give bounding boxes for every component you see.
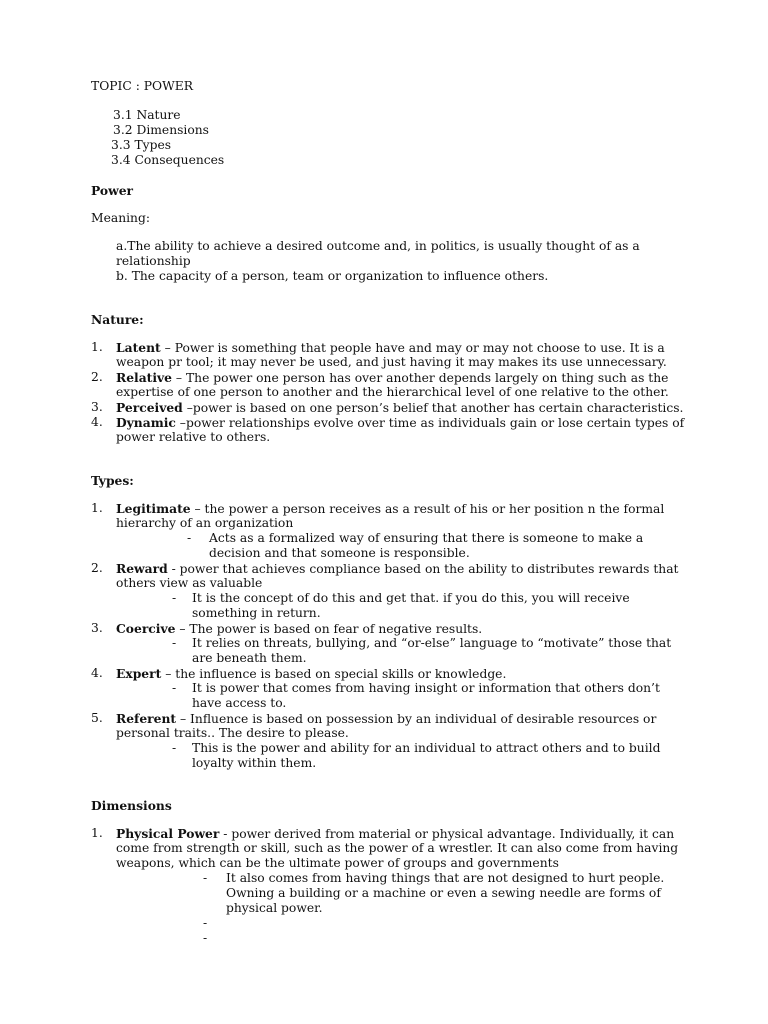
- dimensions-item-physical-cont2: weapons, which can be the ultimate power of groups and governments: [116, 856, 559, 870]
- empty-sub-bullet: -: [203, 916, 208, 930]
- types-number: 4.: [91, 666, 103, 680]
- dimensions-heading: Dimensions: [91, 798, 172, 813]
- sub-bullet-dash: -: [187, 531, 192, 545]
- nature-number: 3.: [91, 400, 103, 414]
- types-legitimate-sub2: decision and that someone is responsible.: [209, 546, 470, 560]
- topic-title: TOPIC : POWER: [91, 79, 194, 93]
- meaning-a-line1: a.The ability to achieve a desired outcome and, in politics, is usually thought of as a: [116, 239, 640, 253]
- types-item-reward-cont: others view as valuable: [116, 576, 263, 590]
- dimensions-number: 1.: [91, 826, 103, 840]
- types-reward-sub2: something in return.: [192, 606, 321, 620]
- nature-item-relative-cont: expertise of one person to another and the hierarchical level of one relative to the other.: [116, 385, 669, 399]
- sub-bullet-dash: -: [172, 636, 177, 650]
- nature-heading: Nature:: [91, 312, 144, 327]
- nature-item-dynamic: Dynamic –power relationships evolve over time as individuals gain or lose certain types of: [116, 415, 685, 430]
- meaning-label: Meaning:: [91, 211, 150, 225]
- types-coercive-sub2: are beneath them.: [192, 651, 307, 665]
- empty-sub-bullet: -: [203, 931, 208, 945]
- outline-item-dimensions: 3.2 Dimensions: [113, 123, 209, 137]
- types-coercive-sub1: It relies on threats, bullying, and “or-else” language to “motivate” those that: [192, 636, 672, 650]
- types-number: 5.: [91, 711, 103, 725]
- dimensions-physical-sub2: Owning a building or a machine or even a sewing needle are forms of: [226, 886, 661, 900]
- nature-item-perceived: Perceived –power is based on one person’s belief that another has certain characteristics.: [116, 400, 684, 415]
- nature-number: 4.: [91, 415, 103, 429]
- dimensions-item-physical-cont1: come from strength or skill, such as the power of a wrestler. It can also come from having: [116, 841, 679, 855]
- nature-item-relative: Relative – The power one person has over another depends largely on thing such as the: [116, 370, 669, 385]
- dimensions-physical-sub1: It also comes from having things that are not designed to hurt people.: [226, 871, 665, 885]
- types-item-expert: Expert – the influence is based on special skills or knowledge.: [116, 666, 507, 681]
- nature-number: 2.: [91, 370, 103, 384]
- outline-item-nature: 3.1 Nature: [113, 108, 181, 122]
- types-expert-sub1: It is power that comes from having insight or information that others don’t: [192, 681, 660, 695]
- types-number: 2.: [91, 561, 103, 575]
- types-item-legitimate: Legitimate – the power a person receives as a result of his or her position n the formal: [116, 501, 665, 516]
- types-reward-sub1: It is the concept of do this and get that. if you do this, you will receive: [192, 591, 630, 605]
- nature-number: 1.: [91, 340, 103, 354]
- dimensions-item-physical: Physical Power - power derived from material or physical advantage. Individually, it can: [116, 826, 675, 841]
- dimensions-physical-sub3: physical power.: [226, 901, 323, 915]
- outline-item-types: 3.3 Types: [111, 138, 172, 152]
- types-heading: Types:: [91, 473, 134, 488]
- types-item-reward: Reward - power that achieves compliance based on the ability to distributes rewards that: [116, 561, 679, 576]
- types-referent-sub1: This is the power and ability for an individual to attract others and to build: [192, 741, 661, 755]
- sub-bullet-dash: -: [172, 591, 177, 605]
- types-legitimate-sub1: Acts as a formalized way of ensuring that there is someone to make a: [209, 531, 644, 545]
- types-item-referent: Referent – Influence is based on possession by an individual of desirable resources or: [116, 711, 657, 726]
- types-number: 1.: [91, 501, 103, 515]
- types-item-coercive: Coercive – The power is based on fear of negative results.: [116, 621, 483, 636]
- types-referent-sub2: loyalty within them.: [192, 756, 317, 770]
- outline-item-consequences: 3.4 Consequences: [111, 153, 225, 167]
- sub-bullet-dash: -: [172, 681, 177, 695]
- meaning-a-line2: relationship: [116, 254, 191, 268]
- sub-bullet-dash: -: [203, 871, 208, 885]
- nature-item-dynamic-cont: power relative to others.: [116, 430, 271, 444]
- types-item-legitimate-cont: hierarchy of an organization: [116, 516, 294, 530]
- types-number: 3.: [91, 621, 103, 635]
- nature-item-latent: Latent – Power is something that people have and may or may not choose to use. It is a: [116, 340, 665, 355]
- types-item-referent-cont: personal traits.. The desire to please.: [116, 726, 349, 740]
- nature-item-latent-cont: weapon pr tool; it may never be used, and just having it may makes its use unnecessary.: [116, 355, 667, 369]
- power-heading: Power: [91, 183, 134, 198]
- meaning-b: b. The capacity of a person, team or organization to influence others.: [116, 269, 549, 283]
- sub-bullet-dash: -: [172, 741, 177, 755]
- types-expert-sub2: have access to.: [192, 696, 287, 710]
